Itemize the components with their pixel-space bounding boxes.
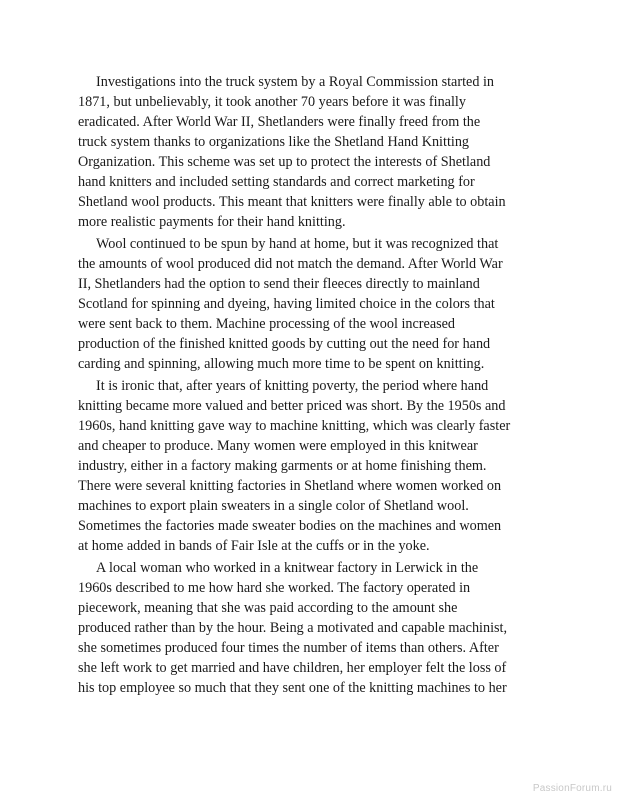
paragraph-3 <box>78 376 548 556</box>
text-line: Organization. This scheme was set up to protect the interests of Shetland <box>78 154 491 170</box>
text-line: 1960s, hand knitting gave way to machine knitting, which was clearly faster <box>78 418 511 434</box>
text-line: production of the finished knitted goods by cutting out the need for hand <box>78 336 491 352</box>
text-line: eradicated. After World War II, Shetlanders were finally freed from the <box>78 114 481 130</box>
text-line: piecework, meaning that she was paid according to the amount she <box>78 600 458 616</box>
text-line: It is ironic that, after years of knitting poverty, the period where hand <box>96 378 489 394</box>
text-line: the amounts of wool produced did not match the demand. After World War <box>78 256 503 272</box>
text-line: carding and spinning, allowing much more time to be spent on knitting. <box>78 356 485 372</box>
text-line: and cheaper to produce. Many women were employed in this knitwear <box>78 438 478 454</box>
text-line: 1871, but unbelievably, it took another 70 years before it was finally <box>78 94 466 110</box>
text-line: knitting became more valued and better priced was short. By the 1950s and <box>78 398 506 414</box>
text-line: Shetland wool products. This meant that knitters were finally able to obtain <box>78 194 506 210</box>
text-line: A local woman who worked in a knitwear factory in Lerwick in the <box>96 560 479 576</box>
paragraph-2 <box>78 234 548 374</box>
text-line: truck system thanks to organizations like the Shetland Hand Knitting <box>78 134 470 150</box>
text-line: more realistic payments for their hand knitting. <box>78 214 346 230</box>
site-watermark: PassionForum.ru <box>532 783 612 794</box>
text-line: There were several knitting factories in Shetland where women worked on <box>78 478 502 494</box>
text-line: she sometimes produced four times the number of items than others. After <box>78 640 499 656</box>
text-line: Investigations into the truck system by a Royal Commission started in <box>96 74 494 90</box>
text-line: industry, either in a factory making garments or at home finishing them. <box>78 458 487 474</box>
text-line: hand knitters and included setting standards and correct marketing for <box>78 174 475 190</box>
text-line: II, Shetlanders had the option to send their fleeces directly to mainland <box>78 276 480 292</box>
paragraph-1 <box>78 72 548 232</box>
body-text <box>78 72 548 700</box>
paragraph-4 <box>78 558 548 698</box>
text-line: his top employee so much that they sent one of the knitting machines to her <box>78 680 507 696</box>
text-line: Sometimes the factories made sweater bodies on the machines and women <box>78 518 502 534</box>
text-line: were sent back to them. Machine processing of the wool increased <box>78 316 456 332</box>
text-line: produced rather than by the hour. Being a motivated and capable machinist, <box>78 620 508 636</box>
text-line: machines to export plain sweaters in a single color of Shetland wool. <box>78 498 469 514</box>
text-line: at home added in bands of Fair Isle at the cuffs or in the yoke. <box>78 538 430 554</box>
text-line: she left work to get married and have children, her employer felt the loss of <box>78 660 507 676</box>
text-line: Wool continued to be spun by hand at home, but it was recognized that <box>96 236 499 252</box>
text-line: Scotland for spinning and dyeing, having limited choice in the colors that <box>78 296 495 312</box>
text-line: 1960s described to me how hard she worked. The factory operated in <box>78 580 471 596</box>
